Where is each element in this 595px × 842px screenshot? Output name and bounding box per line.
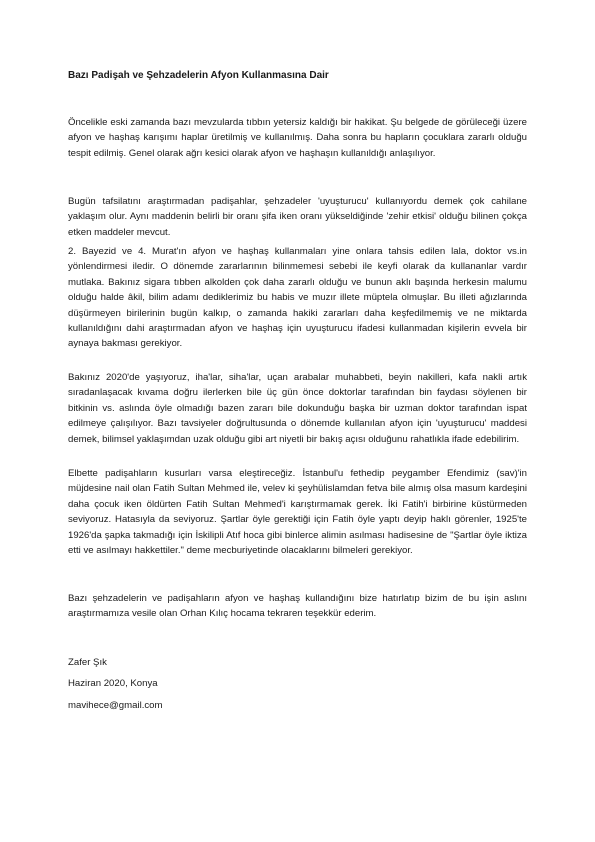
- paragraph-4: Bakınız 2020'de yaşıyoruz, iha'lar, siha'lar, uçan arabalar muhabbeti, beyin nakilleri, kafa nakli artık sıradanlaşacak kıvama doğru ilerlerken bile üç gün önce doktorlar tarafından bin faydası söylenen bir bitkinin vs. aslında öyle olmadığı bazen zararı bile dokunduğu başka bir uzman doktor tarafından ispat edilmeye çalışılıyor. Bazı tavsiyeler doğrultusunda o dönemde kullanılan afyon için 'uyuşturucu' maddesi demek, bilimsel yaklaşımdan uzak olduğu gibi art niyetli bir bakış açısı olduğunu rahatlıkla ifade edebilirim.: [68, 372, 527, 445]
- author-email: mavihece@gmail.com: [68, 700, 163, 711]
- paragraph-2: Bugün tafsilatını araştırmadan padişahlar, şehzadeler 'uyuşturucu' kullanıyordu demek çok cahilane yaklaşım olur. Aynı maddenin belirli bir oranı şifa iken oranı yükseldiğinde 'zehir etkisi' olduğu bilinen çokça etken maddeler mevcut.: [68, 196, 527, 238]
- paragraph-1: Öncelikle eski zamanda bazı mevzularda tıbbın yetersiz kaldığı bir hakikat. Şu belgede de görüleceği üzere afyon ve haşhaş karışımı haplar üretilmiş ve kullanılmış. Daha sonra bu hapların çocuklara zararlı olduğu tespit edilmiş. Genel olarak ağrı kesici olarak afyon ve haşhaşın kullanıldığı anlaşılıyor.: [68, 117, 527, 159]
- paragraph-5: Elbette padişahların kusurları varsa eleştireceğiz. İstanbul'u fethedip peygamber Efendimiz (sav)'in müjdesine nail olan Fatih Sultan Mehmed ile, velev ki şeyhülislamdan fetva bile almış olsa masum kardeşini daha çocuk iken öldürten Fatih Sultan Mehmed'i karıştırmamak gerek. İki Fatih'i birbirine küstürmeden seviyoruz. Hatasıyla da seviyoruz. Şartlar öyle gerektiği için Fatih öyle yaptı deyip haklı görenler, 1925'te 1926'da şapka takmadığı için İskilipli Atıf hoca gibi binlerce alimin asılması hadisesine de "Şartlar öyle iktiza etti ve asılmayı hakkettiler." deme mecburiyetinde olacaklarını bilmeleri gerekiyor.: [68, 468, 527, 557]
- paragraph-6: Bazı şehzadelerin ve padişahların afyon ve haşhaş kullandığını bize hatırlatıp bizim de bu işin aslını araştırmamıza vesile olan Orhan Kılıç hocama tekraren teşekkür ederim.: [68, 593, 527, 620]
- document-title: Bazı Padişah ve Şehzadelerin Afyon Kullanmasına Dair: [68, 70, 329, 81]
- author-date-location: Haziran 2020, Konya: [68, 678, 158, 689]
- author-name: Zafer Şık: [68, 657, 107, 668]
- paragraph-3: 2. Bayezid ve 4. Murat'ın afyon ve haşhaş kullanmaları yine onlara tahsis edilen lala, doktor vs.in yönlendirmesi iledir. O dönemde zararlarının bilinmemesi sebebi ile keyfi olarak da kullananlar vardır mutlaka. Bakınız sigara tıbben alkolden çok daha zararlı olduğu ve bunun aklı başında herkesin malumu olduğu halde âkil, bilim adamı dediklerimiz bu habis ve muzır illete müptela olmuşlar. Bu illeti ağızlarında düşürmeyen birilerinin bugün kalkıp, o zamanda hakiki zararları daha keşfedilmemiş ve ne miktarda kullanıldığını dahi araştırmadan afyon ve haşhaş için uyuşturucu ifadesi kullanmadan kişilerin evvela bir aynaya bakması gerekiyor.: [68, 246, 527, 350]
